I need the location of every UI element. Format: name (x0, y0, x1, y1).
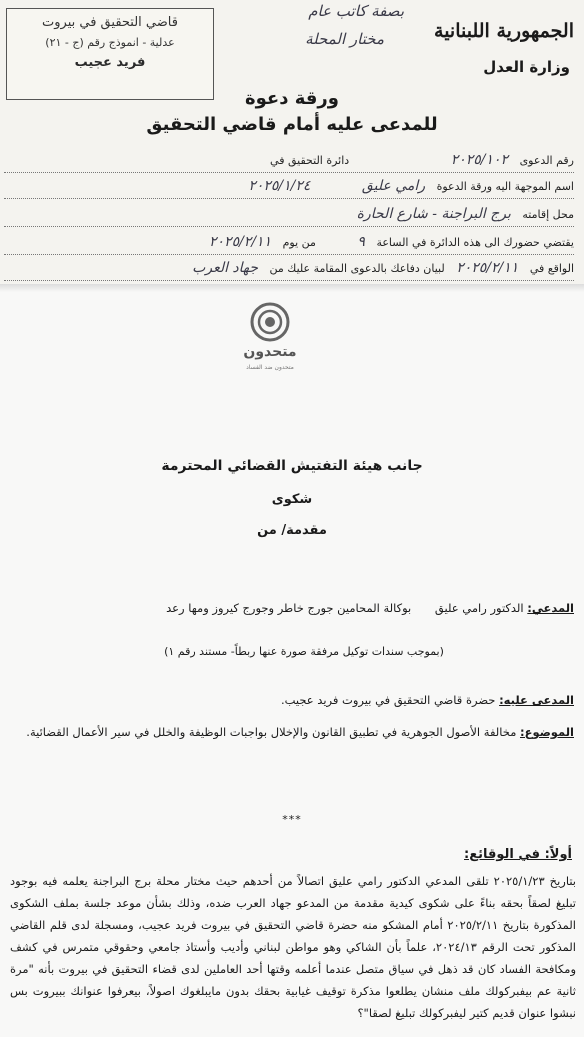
defense-label: لبيان دفاعك بالدعوى المقامة عليك من (269, 262, 445, 275)
mutahidoun-logo-icon (242, 298, 298, 346)
stamp-line-judge: فريد عجيب (74, 55, 146, 70)
appearance-hour-value: ٩ (357, 234, 365, 250)
handwritten-note-2: مختار المحلة (305, 30, 384, 48)
logo-name: متحدون (243, 344, 297, 360)
page-divider (0, 284, 584, 292)
handwritten-note-1: بصفة كاتب عام (308, 2, 404, 20)
form-row-addressee (4, 178, 574, 199)
residence-label: محل إقامته (522, 208, 574, 221)
addressee-value: رامي عليق (361, 178, 426, 194)
stamp-line-court: قاضي التحقيق في بيروت (42, 15, 178, 30)
court-stamp (6, 8, 214, 100)
plaintiff-note: (بموجب سندات توكيل مرفقة صورة عنها ربطاً- مستند رقم ١) (164, 645, 444, 658)
defendant-label: المدعى عليه: (499, 693, 574, 707)
letter-doc-type: شكوى (271, 492, 313, 507)
plaintiff-label: المدعي: (527, 601, 574, 615)
facts-heading: أولاً: في الوقائع: (464, 847, 572, 862)
case-number-label: رقم الدعوى (519, 154, 574, 167)
investigation-dept-label: دائرة التحقيق في (270, 154, 350, 167)
summons-title: ورقة دعوة (245, 88, 339, 109)
plaintiff-line (14, 598, 574, 618)
complainant-value: جهاد العرب (192, 260, 259, 276)
residence-value: برج البراجنة - شارع الحارة (356, 206, 511, 222)
appearance-hour-label: يقتضي حضورك الى هذه الدائرة في الساعة (376, 236, 574, 249)
summons-subtitle: للمدعى عليه أمام قاضي التحقيق (146, 114, 438, 135)
case-number-value: ٢٠٢٥/١٠٢ (450, 152, 509, 168)
plaintiff-agent: بوكالة المحامين جورج خاطر وجورج كيروز ومها رعد (166, 601, 412, 615)
section-separator: *** (282, 813, 302, 826)
defendant-line (14, 690, 574, 710)
letter-addressee: جانب هيئة التفتيش القضائي المحترمة (161, 458, 423, 474)
letter-from: مقدمة/ من (257, 523, 327, 538)
addressee-label: اسم الموجهة اليه ورقة الدعوة (436, 180, 574, 193)
defendant-value: حضرة قاضي التحقيق في بيروت فريد عجيب. (280, 693, 496, 707)
appearance-day-label: من يوم (282, 236, 316, 249)
form-row-residence (4, 206, 574, 227)
form-row-case-number (4, 152, 574, 173)
addressee-date: ٢٠٢٥/١/٢٤ (248, 178, 311, 194)
date-label: الواقع في (529, 262, 574, 275)
form-row-appearance (4, 234, 574, 255)
facts-paragraph: بتاريخ ٢٠٢٥/١/٢٣ تلقى المدعي الدكتور رامي عليق اتصالاً من أحدهم حيث مختار محلة برج البراجنة يعلمه فيه بوجود تبليغ لصقاً بحقه بناءً على شكوى كيدية مقدمة من المدعو جهاد العرب ضده، وذلك بشأن موعد جلسة بملف الشكوى المذكورة بتاريخ ٢٠٢٥/٢/١١ أمام المشكو منه حضرة قاضي التحقيق في بيروت فريد عجيب، ومسجلة لدى قلم القاضي المذكور تحت الرقم ٢٠٢٤/١٣، علماً بأن الشاكي وهو مواطن لبناني وأديب وأستاذ جامعي وحقوقي متمرس في كشف ومكافحة الفساد كان قد ذهل في سياق متصل عندما أعلمه وقتها أحد العاملين لدى قضاء التحقيق في بيروت بأنه "مرة ثانية عم بيفبركولك ملف منشان يطلعوا مذكرة توقيف غيابية بحقك بدون مايبلغوك اصولاً، بيعرفوا عنوانك ببيروت بس نبشوا عنوان قديم كتير ليفبركولك تبليغ لصقا"؟ (10, 874, 576, 1020)
logo-tagline: متحدون ضد الفساد (246, 364, 294, 371)
form-row-date-defense (4, 260, 574, 281)
subject-line (14, 722, 574, 742)
plaintiff-value: الدكتور رامي عليق (434, 601, 524, 615)
appearance-day-value: ٢٠٢٥/٢/١١ (209, 234, 272, 250)
ministry-heading: وزارة العدل (483, 58, 570, 76)
republic-heading: الجمهورية اللبنانية (434, 20, 574, 42)
subject-value: مخالفة الأصول الجوهرية في تطبيق القانون والإخلال بواجبات الوظيفة والخلل في سير الأعمال القضائية. (26, 725, 517, 739)
subject-label: الموضوع: (520, 725, 574, 739)
date-value: ٢٠٢٥/٢/١١ (456, 260, 519, 276)
stamp-line-form: عدلية - انموذج رقم (ج - ٢١) (45, 36, 175, 49)
